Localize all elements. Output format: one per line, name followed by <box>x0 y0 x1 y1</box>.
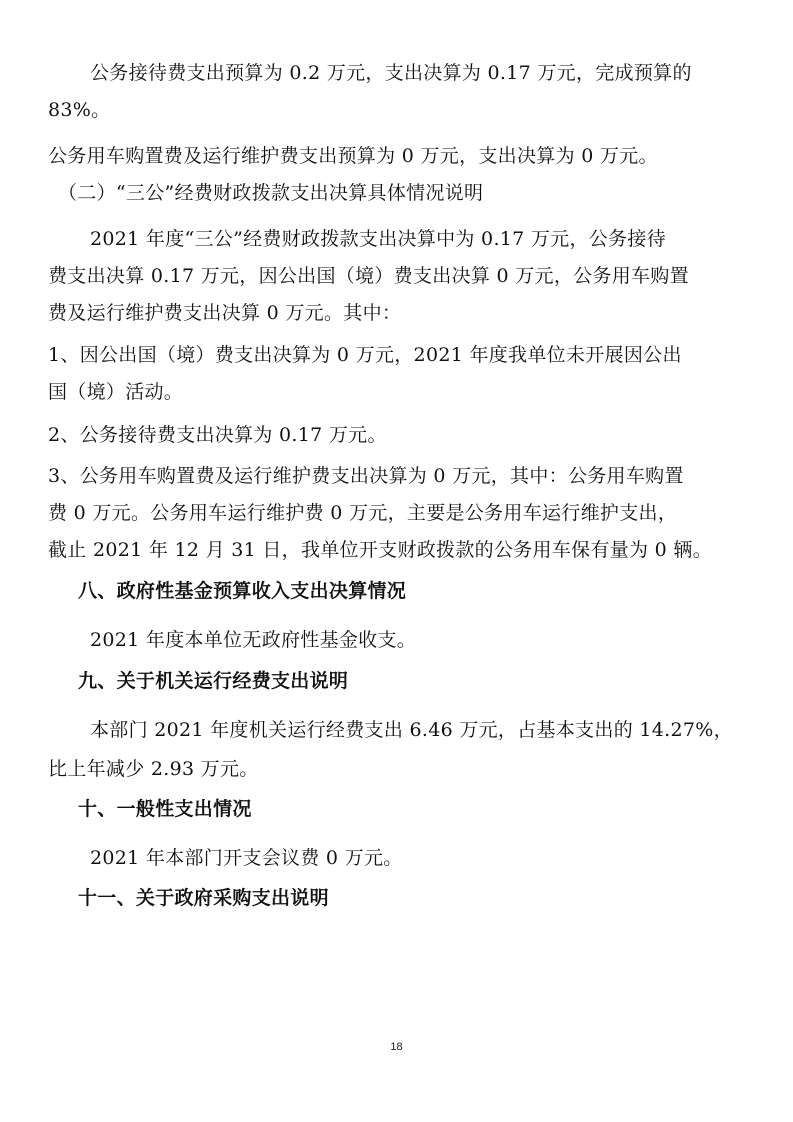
page-number: 18 <box>390 1041 403 1053</box>
section-8-text: 2021 年度本单位无政府性基金收支。 <box>90 629 417 651</box>
list-item-3-cont: 截止 2021 年 12 月 31 日，我单位开支财政拨款的公务用车保有量为 0 辆。 <box>48 539 713 561</box>
section-heading-11: 十一、关于政府采购支出说明 <box>78 887 329 909</box>
section-9-text: 本部门 2021 年度机关运行经费支出 6.46 万元，占基本支出的 14.27%， <box>90 719 733 741</box>
section-heading-8: 八、政府性基金预算收入支出决算情况 <box>78 580 407 602</box>
paragraph-line: 公务接待费支出预算为 0.2 万元，支出决算为 0.17 万元，完成预算的 <box>90 62 692 84</box>
list-item-1-cont: 国（境）活动。 <box>48 381 184 403</box>
paragraph-line: 83%。 <box>48 99 111 121</box>
paragraph-line: 费支出决算 0.17 万元，因公出国（境）费支出决算 0 万元，公务用车购置 <box>48 265 689 287</box>
list-item-1: 1、因公出国（境）费支出决算为 0 万元，2021 年度我单位未开展因公出 <box>48 344 682 366</box>
list-item-2: 2、公务接待费支出决算为 0.17 万元。 <box>48 424 387 446</box>
section-heading-9: 九、关于机关运行经费支出说明 <box>78 670 349 692</box>
list-item-3-cont: 费 0 万元。公务用车运行维护费 0 万元，主要是公务用车运行维护支出， <box>48 502 678 524</box>
paragraph-line: 费及运行维护费支出决算 0 万元。其中： <box>48 302 402 324</box>
paragraph-line: 公务用车购置费及运行维护费支出预算为 0 万元，支出决算为 0 万元。 <box>48 145 658 167</box>
section-10-text: 2021 年本部门开支会议费 0 万元。 <box>90 847 403 869</box>
subsection-heading: （二）“三公”经费财政拨款支出决算具体情况说明 <box>58 182 484 204</box>
section-9-text-cont: 比上年减少 2.93 万元。 <box>48 758 259 780</box>
section-heading-10: 十、一般性支出情况 <box>78 798 252 820</box>
list-item-3: 3、公务用车购置费及运行维护费支出决算为 0 万元，其中：公务用车购置 <box>48 465 684 487</box>
paragraph-line: 2021 年度“三公”经费财政拨款支出决算中为 0.17 万元，公务接待 <box>90 228 667 250</box>
